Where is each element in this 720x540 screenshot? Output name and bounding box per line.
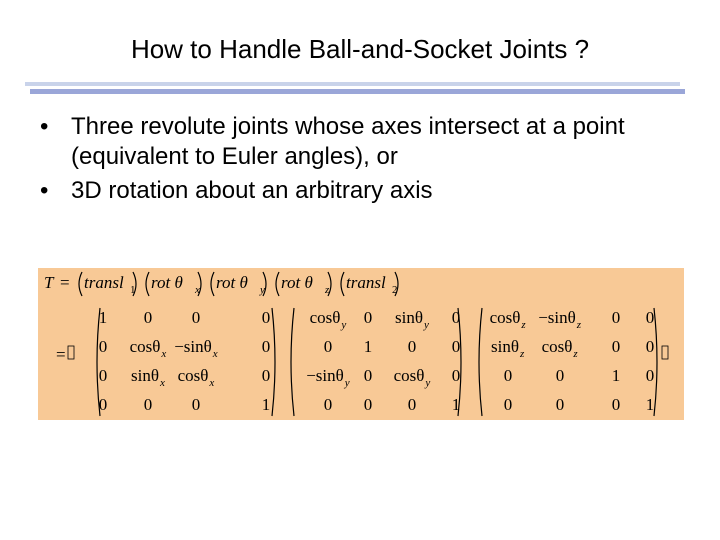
matrix-cell-subscript: y: [423, 319, 429, 331]
matrix-cell: cosθ: [489, 308, 521, 327]
matrix-cell: 0: [451, 337, 461, 356]
equation-second-equals: =: [56, 345, 66, 364]
matrix-cell: 1: [645, 395, 655, 414]
matrix-cell: cosθ: [129, 337, 161, 356]
matrix-cell: 0: [143, 308, 153, 327]
matrix-open-paren: [479, 308, 482, 416]
title-underline-light: [25, 82, 680, 86]
bullet-text: 3D rotation about an arbitrary axis: [71, 177, 433, 204]
factor-open-paren: [211, 272, 214, 296]
factor-subscript: 1: [130, 284, 136, 296]
matrix-cell: cosθ: [309, 308, 341, 327]
matrix-cell: sinθ: [491, 337, 519, 356]
matrix-cell: 0: [98, 366, 108, 385]
matrix-cell: cosθ: [393, 366, 425, 385]
matrix-cell: 0: [611, 337, 621, 356]
matrix-cell: 0: [451, 308, 461, 327]
matrix-cell: 1: [261, 395, 271, 414]
matrix-cell: 0: [611, 395, 621, 414]
matrix-cell: −sinθ: [174, 337, 212, 356]
equation-lhs: T: [44, 273, 54, 292]
matrix-cell-subscript: x: [209, 377, 215, 389]
factor-name: transl: [346, 273, 386, 292]
matrix-cell: 0: [645, 366, 655, 385]
matrix-cell-subscript: z: [576, 319, 582, 331]
factor-name: rot θ: [216, 273, 248, 292]
matrix-cell: 0: [98, 337, 108, 356]
matrix-cell: −sinθ: [538, 308, 576, 327]
bullet-item: [40, 176, 680, 206]
matrix-cell: 0: [611, 308, 621, 327]
transform-equation: [38, 268, 684, 420]
bullet-marker: •: [40, 177, 49, 204]
matrix-cell-subscript: x: [161, 348, 167, 360]
bullet-marker: •: [40, 113, 49, 140]
matrix-cell-subscript: y: [425, 377, 431, 389]
matrix-cell: −sinθ: [306, 366, 344, 385]
matrix-cell: 0: [143, 395, 153, 414]
matrix-cell-subscript: z: [521, 319, 526, 331]
matrix-close-paren: [272, 308, 275, 416]
matrix-close-paren: [654, 308, 657, 416]
placeholder-glyph: [68, 346, 74, 359]
equation-equals: =: [60, 273, 70, 292]
placeholder-glyph: [662, 346, 668, 359]
matrix-cell: 0: [261, 337, 271, 356]
factor-name: transl: [84, 273, 124, 292]
bullet-item: [40, 112, 680, 172]
matrix-cell: 0: [503, 366, 513, 385]
factor-subscript: y: [260, 284, 265, 296]
matrix-cell-subscript: y: [341, 319, 347, 331]
matrix-cell-subscript: z: [519, 348, 525, 360]
factor-open-paren: [276, 272, 279, 296]
matrix-cell: 0: [261, 366, 271, 385]
factor-subscript: 2: [392, 284, 398, 296]
matrix-cell: 1: [611, 366, 621, 385]
title-underline-dark: [30, 89, 685, 94]
matrix-cell: 1: [98, 308, 108, 327]
matrix-cell: 0: [451, 366, 461, 385]
bullet-list: [40, 112, 680, 210]
matrix-cell: cosθ: [177, 366, 209, 385]
matrix-cell-subscript: z: [573, 348, 578, 360]
matrix-cell: 0: [191, 395, 201, 414]
matrix-cell: sinθ: [395, 308, 423, 327]
matrix-open-paren: [291, 308, 294, 416]
factor-open-paren: [341, 272, 344, 296]
matrix-cell: 0: [191, 308, 201, 327]
matrix-cell: sinθ: [131, 366, 159, 385]
matrix-cell-subscript: x: [212, 348, 218, 360]
matrix-cell: 1: [451, 395, 461, 414]
factor-open-paren: [146, 272, 149, 296]
factor-subscript: z: [325, 284, 330, 296]
factor-subscript: x: [195, 284, 200, 296]
matrix-cell: 0: [645, 308, 655, 327]
matrix-cell: 0: [323, 337, 333, 356]
matrix-cell-subscript: y: [344, 377, 350, 389]
matrix-cell: 0: [645, 337, 655, 356]
matrix-cell: 0: [98, 395, 108, 414]
matrix-cell: cosθ: [541, 337, 573, 356]
slide-title: How to Handle Ball-and-Socket Joints ?: [130, 34, 590, 64]
factor-open-paren: [79, 272, 82, 296]
matrix-cell: 0: [555, 366, 565, 385]
matrix-cell: 0: [363, 308, 373, 327]
matrix-cell: 0: [363, 395, 373, 414]
matrix-cell: 0: [407, 395, 417, 414]
matrix-cell: 0: [261, 308, 271, 327]
matrix-cell: 1: [363, 337, 373, 356]
matrix-cell: 0: [323, 395, 333, 414]
matrix-cell: 0: [503, 395, 513, 414]
equation-box: [38, 268, 684, 420]
matrix-cell-subscript: x: [159, 377, 165, 389]
factor-name: rot θ: [151, 273, 183, 292]
matrix-cell: 0: [363, 366, 373, 385]
factor-name: rot θ: [281, 273, 313, 292]
bullet-text: Three revolute joints whose axes intersect at a point (equivalent to Euler angles), or: [71, 113, 625, 170]
matrix-cell: 0: [555, 395, 565, 414]
matrix-cell: 0: [407, 337, 417, 356]
